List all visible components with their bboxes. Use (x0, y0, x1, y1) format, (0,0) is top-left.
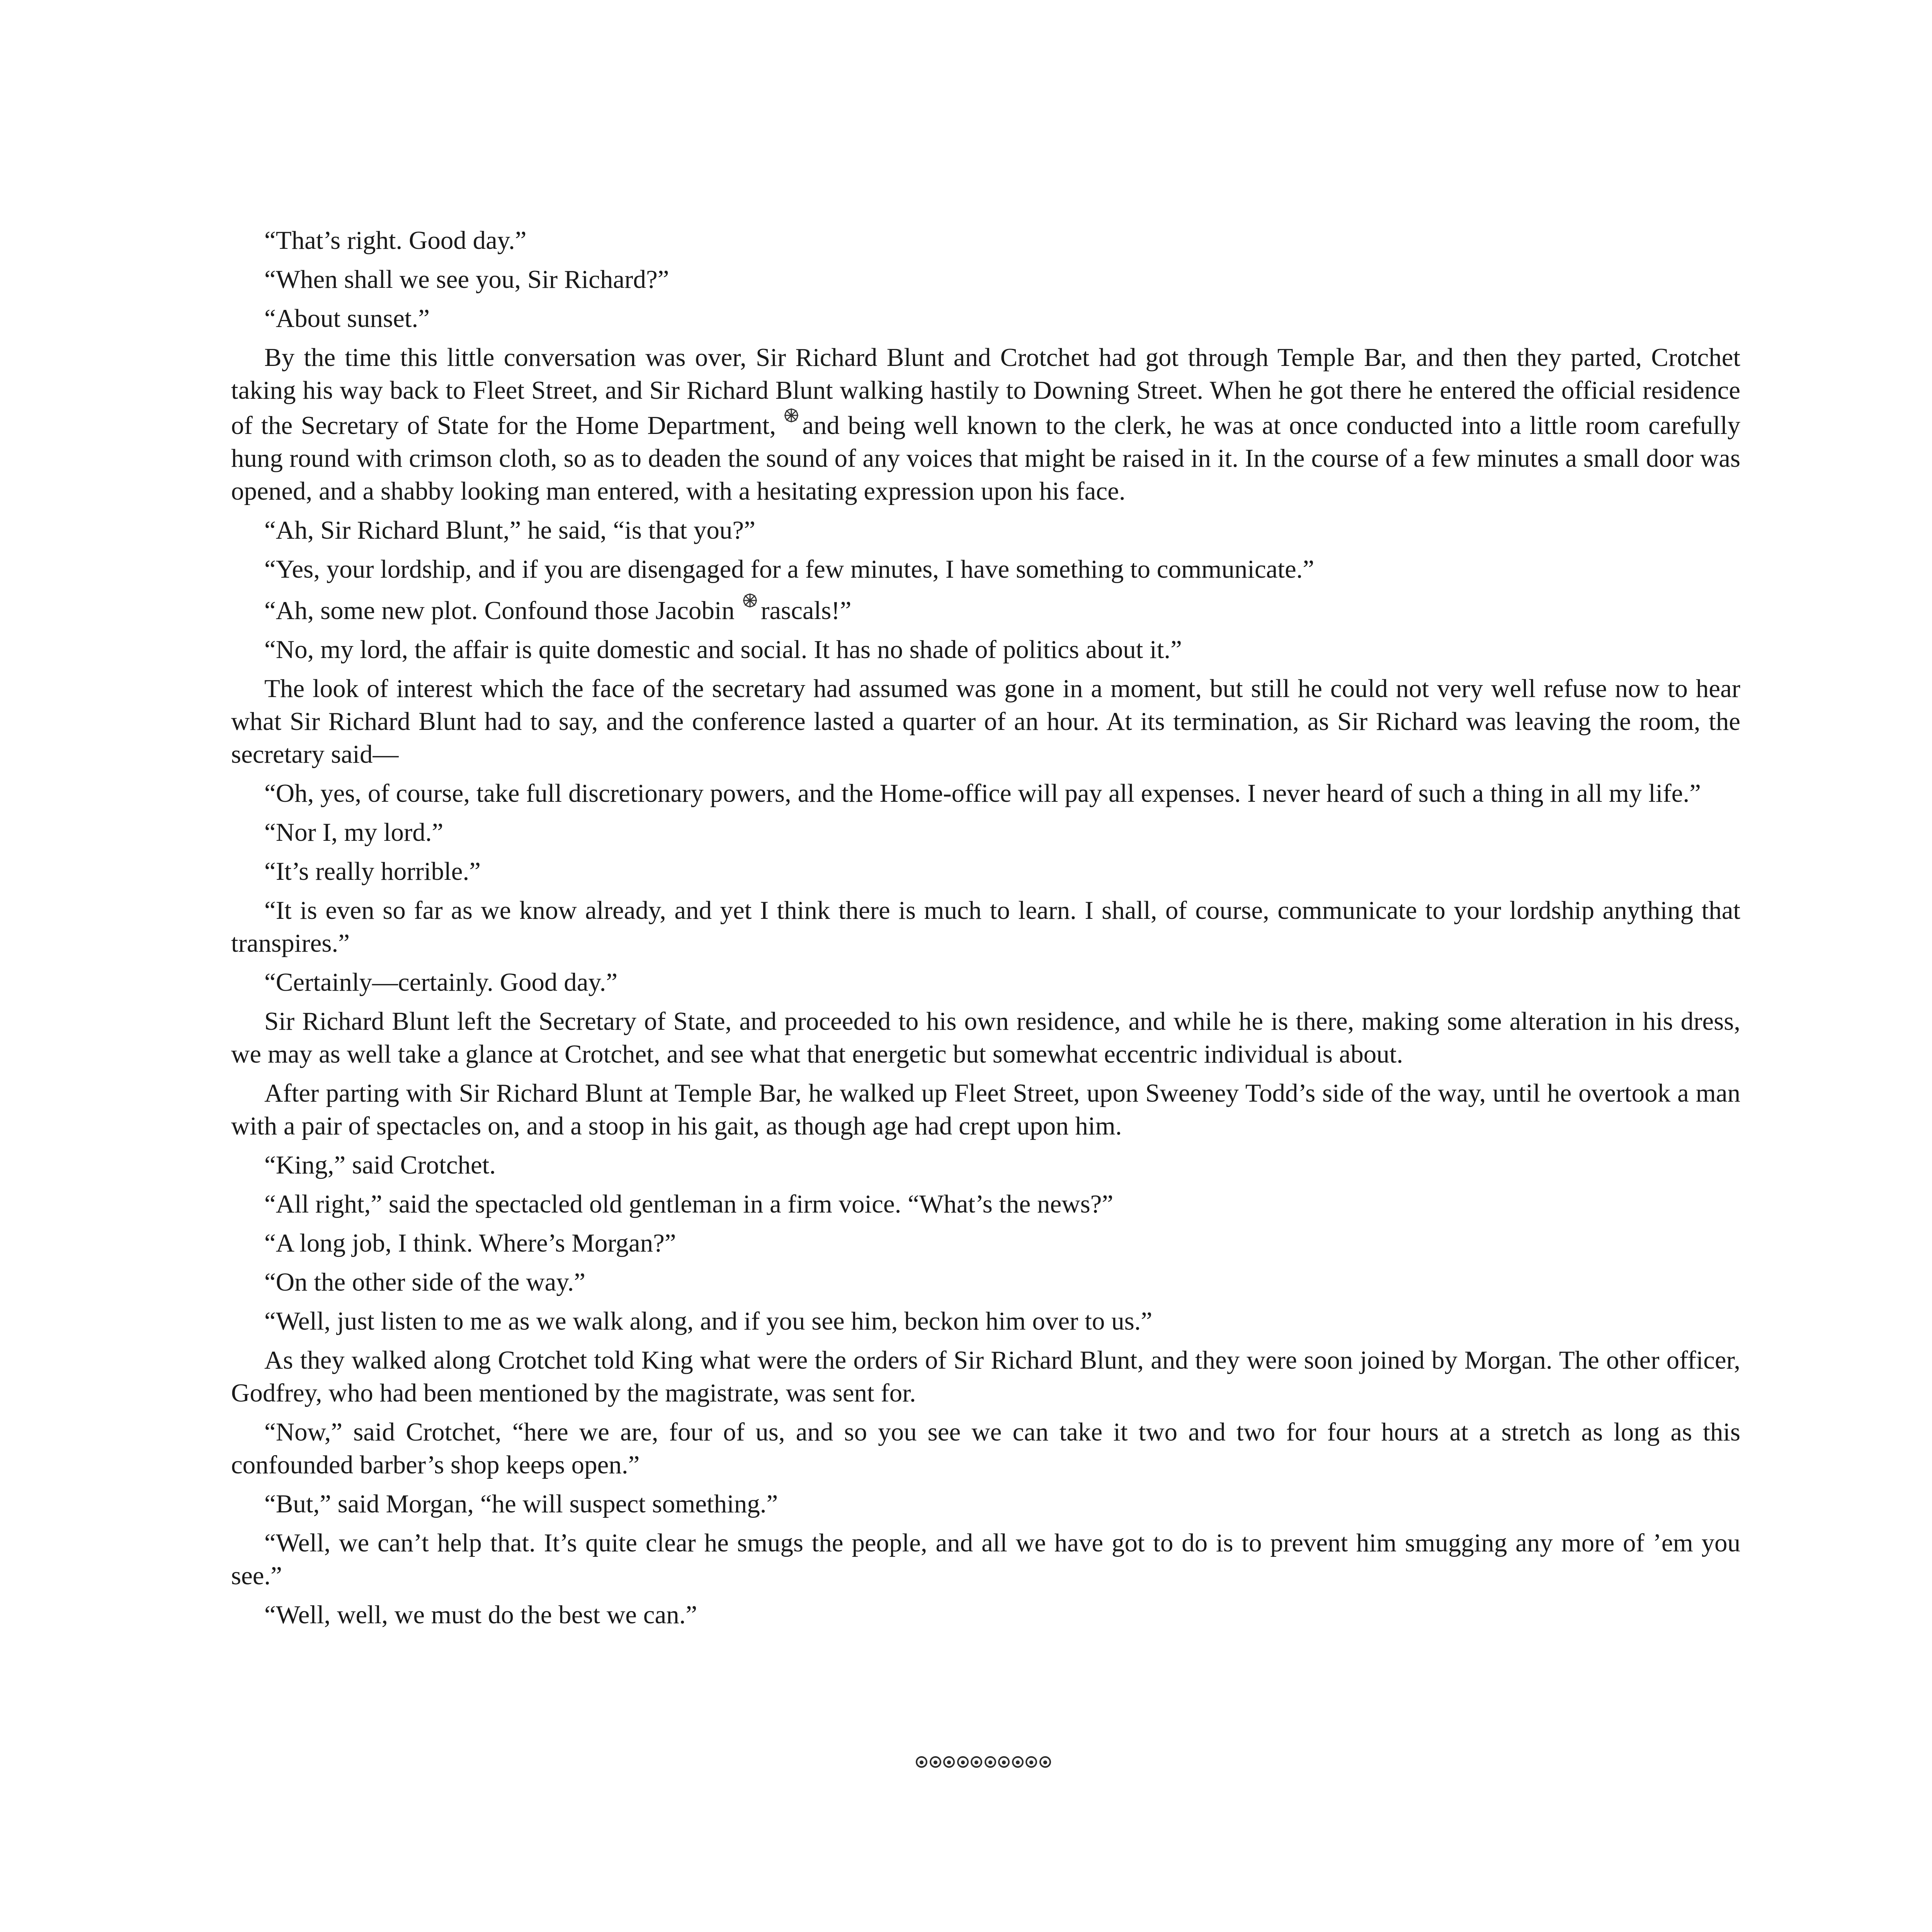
paragraph: “About sunset.” (264, 304, 430, 333)
paragraph: “King,” said Crotchet. (264, 1151, 496, 1179)
paragraph: After parting with Sir Richard Blunt at Temple Bar, he walked up Fleet Street, upon Sweeney Todd’s side of the way, until he overtook a man with a pair of spectacles on, and a stoop in his gait, as though age had crept upon him. (231, 1079, 1740, 1140)
paragraph: “No, my lord, the affair is quite domestic and social. It has no shade of politics about it.” (264, 635, 1182, 664)
ornament-dot-icon (957, 1756, 969, 1768)
paragraph: “Nor I, my lord.” (264, 818, 444, 847)
paragraph: “Ah, Sir Richard Blunt,” he said, “is that you?” (264, 516, 755, 544)
ornament-dot-icon (998, 1756, 1010, 1768)
paragraph: The look of interest which the face of the secretary had assumed was gone in a moment, but still he could not very well refuse now to hear what Sir Richard Blunt had to say, and the conference lasted a quarter of an hour. At its termination, as Sir Richard was leaving the room, the secretary said— (231, 674, 1740, 769)
paragraph (231, 592, 1740, 627)
paragraph-text: rascals!” (761, 596, 852, 625)
paragraph: “When shall we see you, Sir Richard?” (264, 265, 669, 294)
paragraph: “Well, we can’t help that. It’s quite clear he smugs the people, and all we have got to do is to prevent him smugging any more of ’em you see.” (231, 1529, 1740, 1590)
ornament-dot-icon (916, 1756, 927, 1768)
ornament-dot-icon (1039, 1756, 1051, 1768)
paragraph-text: By the time this little conversation was over, Sir Richard Blunt and Crotchet had got through Temple Bar, and then they parted, Crotchet taking his way back to Fleet Street, and Sir Richard Blunt walking hastily to Downing Street. When he got there he entered the official residence of the Secretary of State for the Home Department, (231, 343, 1740, 440)
ornament-dot-icon (985, 1756, 996, 1768)
paragraph: “But,” said Morgan, “he will suspect something.” (264, 1490, 778, 1518)
ornament-dot-icon (1026, 1756, 1037, 1768)
paragraph: “Certainly—certainly. Good day.” (264, 968, 618, 997)
paragraph: “On the other side of the way.” (264, 1268, 585, 1296)
paragraph: “A long job, I think. Where’s Morgan?” (264, 1229, 676, 1257)
paragraph: “Now,” said Crotchet, “here we are, four of us, and so you see we can take it two and two for four hours at a stretch as long as this confounded barber’s shop keeps open.” (231, 1418, 1740, 1479)
paragraph-text: “Ah, some new plot. Confound those Jacobin (264, 596, 735, 625)
footnote-marker-icon[interactable] (783, 407, 800, 424)
footnote-marker-icon[interactable] (742, 592, 759, 609)
paragraph: “Well, well, we must do the best we can.” (264, 1600, 697, 1629)
paragraph: “Yes, your lordship, and if you are disengaged for a few minutes, I have something to communicate.” (264, 555, 1315, 583)
paragraph-text: and being well known to the clerk, he was at once conducted into a little room carefully hung round with crimson cloth, so as to deaden the sound of any voices that might be raised in it. In the course of a few minutes a small door was opened, and a shabby looking man entered, with a hesitating expression upon his face. (231, 411, 1740, 505)
paragraph: “Well, just listen to me as we walk along, and if you see him, beckon him over to us.” (264, 1307, 1153, 1335)
ornament-dot-icon (943, 1756, 955, 1768)
body-text (231, 224, 1740, 1638)
paragraph (231, 341, 1740, 508)
paragraph: “It is even so far as we know already, and yet I think there is much to learn. I shall, of course, communicate to your lordship anything that transpires.” (231, 896, 1740, 957)
paragraph: Sir Richard Blunt left the Secretary of State, and proceeded to his own residence, and while he is there, making some alteration in his dress, we may as well take a glance at Crotchet, and see what that energetic but somewhat eccentric individual is about. (231, 1007, 1740, 1068)
paragraph: “That’s right. Good day.” (264, 226, 527, 255)
paragraph: As they walked along Crotchet told King what were the orders of Sir Richard Blunt, and they were soon joined by Morgan. The other officer, Godfrey, who had been mentioned by the magistrate, was sent for. (231, 1346, 1740, 1407)
ornament-dot-icon (930, 1756, 941, 1768)
ornament-dot-icon (1012, 1756, 1024, 1768)
section-break-ornament (916, 1754, 1051, 1770)
ornament-dot-icon (971, 1756, 982, 1768)
paragraph: “All right,” said the spectacled old gentleman in a firm voice. “What’s the news?” (264, 1190, 1114, 1218)
paragraph: “It’s really horrible.” (264, 857, 481, 886)
paragraph: “Oh, yes, of course, take full discretionary powers, and the Home-office will pay all expenses. I never heard of such a thing in all my life.” (264, 779, 1701, 808)
